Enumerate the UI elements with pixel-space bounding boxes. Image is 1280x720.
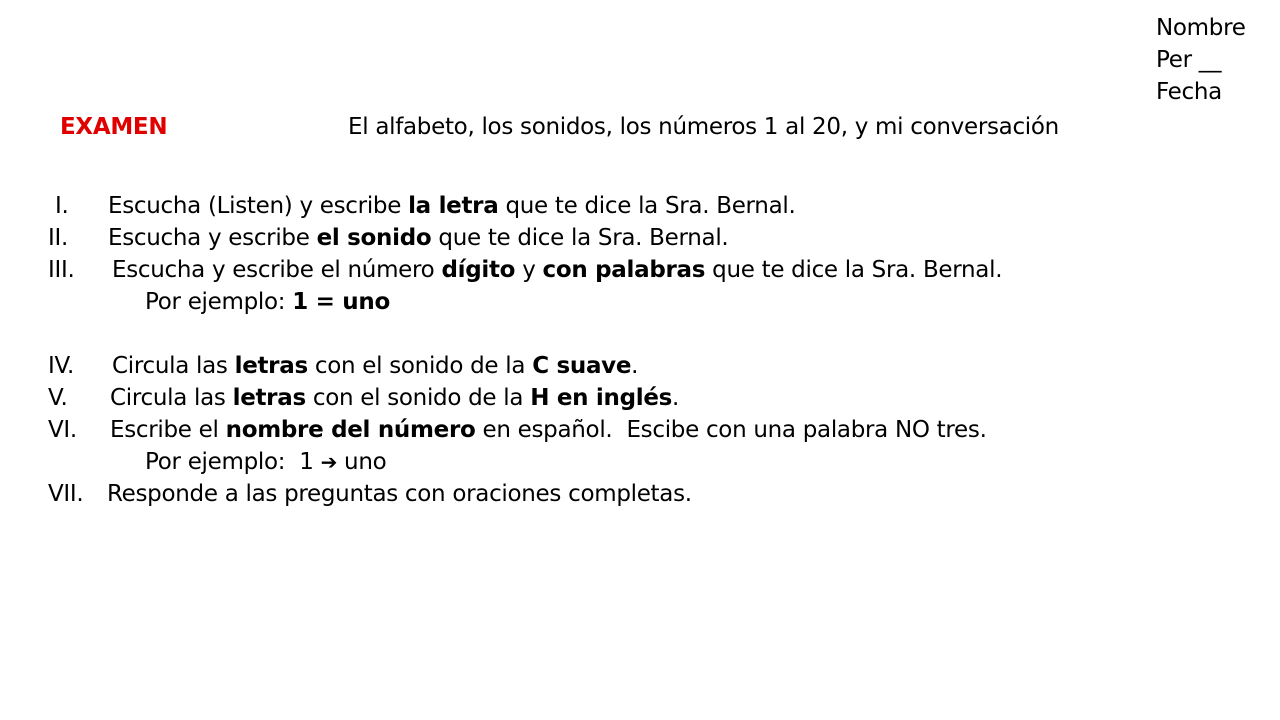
item-number: I. bbox=[55, 193, 69, 219]
instruction-item-4 bbox=[0, 350, 1280, 382]
example-2 bbox=[0, 446, 1280, 478]
item-number: IV. bbox=[48, 353, 74, 379]
name-label: Nombre bbox=[1156, 15, 1246, 41]
period-label: Per __ bbox=[1156, 47, 1222, 73]
instruction-item-6 bbox=[0, 414, 1280, 446]
item-text: Circula las letras con el sonido de la H en inglés. bbox=[110, 385, 680, 411]
instruction-item-1 bbox=[0, 190, 1280, 222]
example-text: Por ejemplo: 1 ➔ uno bbox=[145, 449, 387, 475]
exam-title: El alfabeto, los sonidos, los números 1 al 20, y mi conversación bbox=[348, 114, 1059, 140]
arrow-right-icon: ➔ bbox=[320, 450, 338, 474]
date-label: Fecha bbox=[1156, 79, 1222, 105]
item-text: Escucha y escribe el número dígito y con palabras que te dice la Sra. Bernal. bbox=[112, 257, 1003, 283]
title-row bbox=[0, 110, 1280, 144]
item-text: Responde a las preguntas con oraciones completas. bbox=[107, 481, 692, 507]
item-number: VII. bbox=[48, 481, 84, 507]
item-number: VI. bbox=[48, 417, 77, 443]
exam-label: EXAMEN bbox=[60, 114, 168, 140]
example-text: Por ejemplo: 1 = uno bbox=[145, 289, 390, 315]
item-text: Escucha y escribe el sonido que te dice la Sra. Bernal. bbox=[108, 225, 729, 251]
item-number: V. bbox=[48, 385, 68, 411]
item-text: Circula las letras con el sonido de la C suave. bbox=[112, 353, 639, 379]
student-info-header bbox=[1156, 12, 1246, 108]
example-1 bbox=[0, 286, 1280, 318]
item-number: III. bbox=[48, 257, 75, 283]
item-text: Escribe el nombre del número en español. Escibe con una palabra NO tres. bbox=[110, 417, 987, 443]
item-text: Escucha (Listen) y escribe la letra que te dice la Sra. Bernal. bbox=[108, 193, 796, 219]
instruction-item-5 bbox=[0, 382, 1280, 414]
instruction-item-7 bbox=[0, 478, 1280, 510]
instruction-item-2 bbox=[0, 222, 1280, 254]
item-number: II. bbox=[48, 225, 68, 251]
instruction-item-3 bbox=[0, 254, 1280, 286]
